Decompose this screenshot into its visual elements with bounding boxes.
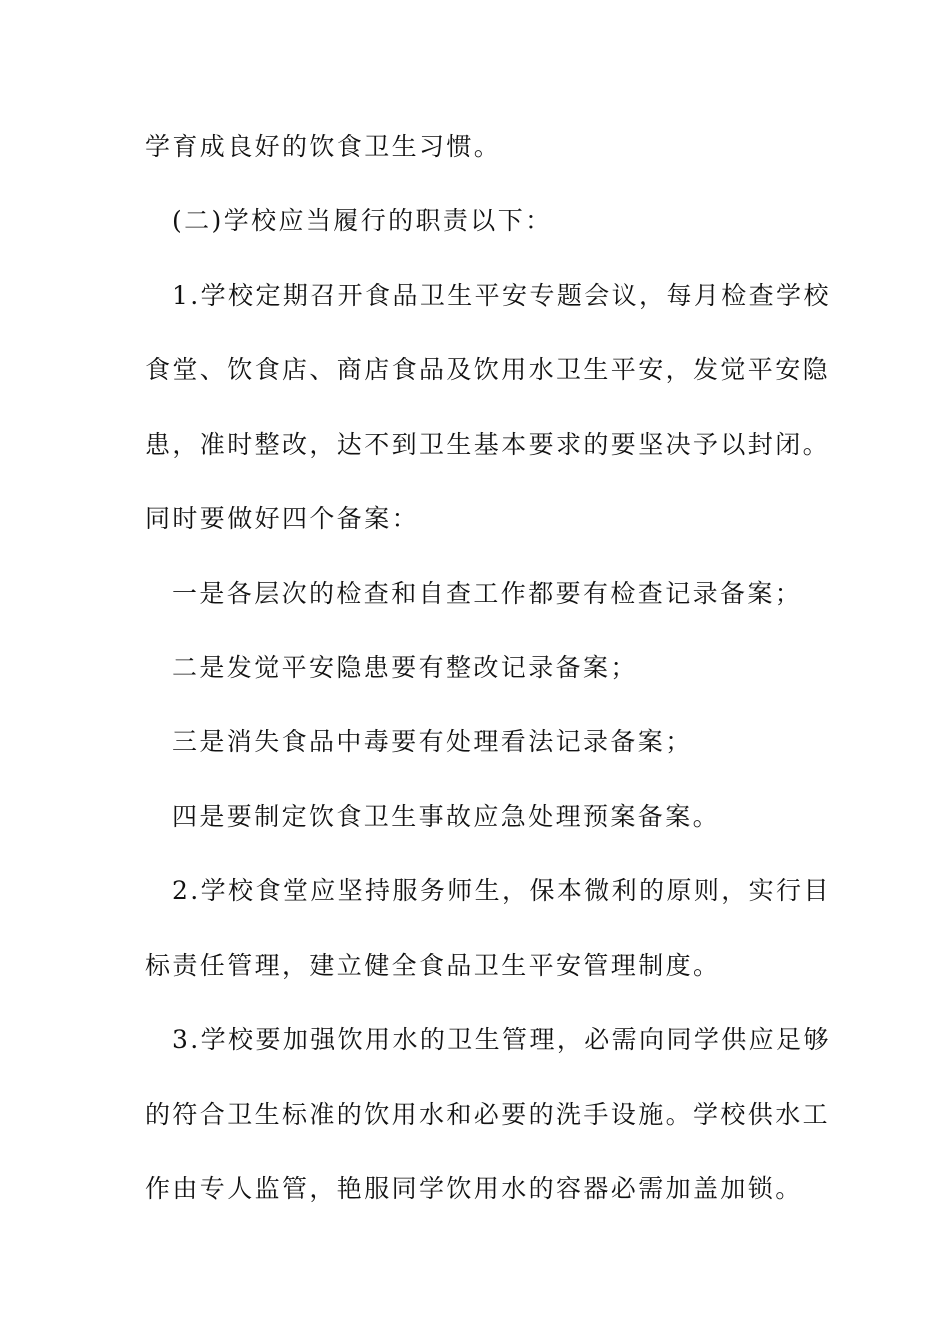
text-line: 同时要做好四个备案：	[145, 504, 420, 533]
text-line: 患，准时整改，达不到卫生基本要求的要坚决予以封闭。	[145, 430, 831, 459]
text-line: 3.学校要加强饮用水的卫生管理，必需向同学供应足够	[172, 1025, 831, 1054]
text-line: 标责任管理，建立健全食品卫生平安管理制度。	[145, 951, 721, 980]
text-line: 的符合卫生标准的饮用水和必要的洗手设施。学校供水工	[145, 1100, 831, 1129]
list-item: 三是消失食品中毒要有处理看法记录备案；	[172, 727, 693, 756]
list-item: 二是发觉平安隐患要有整改记录备案；	[172, 653, 638, 682]
section-heading: (二)学校应当履行的职责以下：	[172, 206, 553, 235]
list-item: 一是各层次的检查和自查工作都要有检查记录备案；	[172, 579, 803, 608]
text-line: 食堂、饮食店、商店食品及饮用水卫生平安，发觉平安隐	[145, 355, 831, 384]
list-item: 四是要制定饮食卫生事故应急处理预案备案。	[172, 802, 721, 831]
text-line: 学育成良好的饮食卫生习惯。	[145, 132, 502, 161]
text-line: 1.学校定期召开食品卫生平安专题会议，每月检查学校	[172, 281, 831, 310]
text-line: 作由专人监管，艳服同学饮用水的容器必需加盖加锁。	[145, 1174, 803, 1203]
text-line: 2.学校食堂应坚持服务师生，保本微利的原则，实行目	[172, 876, 831, 905]
